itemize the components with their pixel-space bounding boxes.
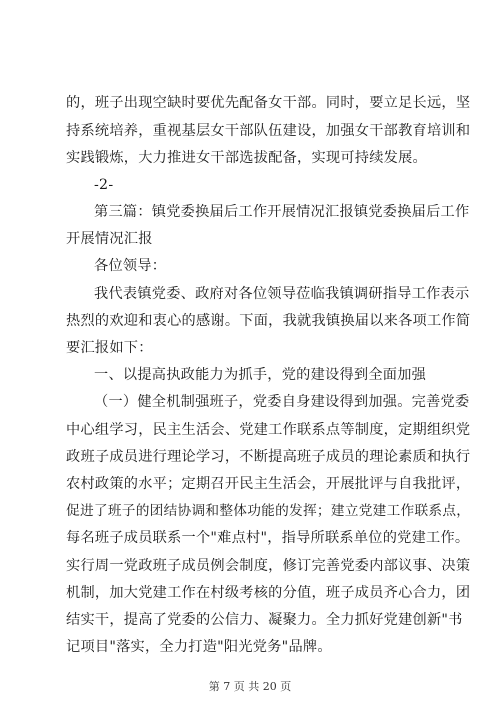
- text-line: 每名班子成员联系一个"难点村"，指导所联系单位的党建工作。: [66, 530, 470, 546]
- text-line: 热烈的欢迎和衷心的感谢。下面，我就我镇换届以来各项工作简: [66, 313, 471, 329]
- text-line: 政班子成员进行理论学习，不断提高班子成员的理论素质和执行: [66, 449, 471, 465]
- text-line: 农村政策的水平；定期召开民主生活会，开展批评与自我批评，: [66, 476, 471, 492]
- text-line: 机制，加大党建工作在村级考核的分值，班子成员齐心合力，团: [66, 585, 471, 601]
- text-line: 我代表镇党委、政府对各位领导莅临我镇调研指导工作表示: [94, 286, 470, 302]
- text-line: （一）健全机制强班子，党委自身建设得到加强。完善党委: [94, 394, 470, 410]
- text-line: 实践锻炼，大力推进女干部选拔配备，实现可持续发展。: [66, 150, 427, 166]
- text-line: 结实干，提高了党委的公信力、凝聚力。全力抓好党建创新"书: [66, 612, 463, 628]
- text-line: 实行周一党政班子成员例会制度，修订完善党委内部议事、决策: [66, 558, 471, 574]
- page-footer: 第 7 页 共 20 页: [208, 680, 292, 693]
- salutation: 各位领导：: [94, 258, 167, 274]
- page-marker: -2-: [94, 177, 114, 193]
- text-line: 记项目"落实，全力打造"阳光党务"品牌。: [66, 639, 332, 655]
- text-line: 促进了班子的团结协调和整体功能的发挥；建立党建工作联系点，: [66, 503, 471, 519]
- text-line: 持系统培养，重视基层女干部队伍建设，加强女干部教育培训和: [66, 123, 471, 139]
- text-line: 的，班子出现空缺时要优先配备女干部。同时，要立足长远，坚: [66, 95, 471, 111]
- subsection-heading: 一、以提高执政能力为抓手，党的建设得到全面加强: [94, 367, 427, 383]
- section-heading-continued: 开展情况汇报: [66, 231, 153, 247]
- section-heading: 第三篇：镇党委换届后工作开展情况汇报镇党委换届后工作: [94, 204, 470, 220]
- text-line: 要汇报如下：: [66, 340, 153, 356]
- text-line: 中心组学习，民主生活会、党建工作联系点等制度，定期组织党: [66, 422, 471, 438]
